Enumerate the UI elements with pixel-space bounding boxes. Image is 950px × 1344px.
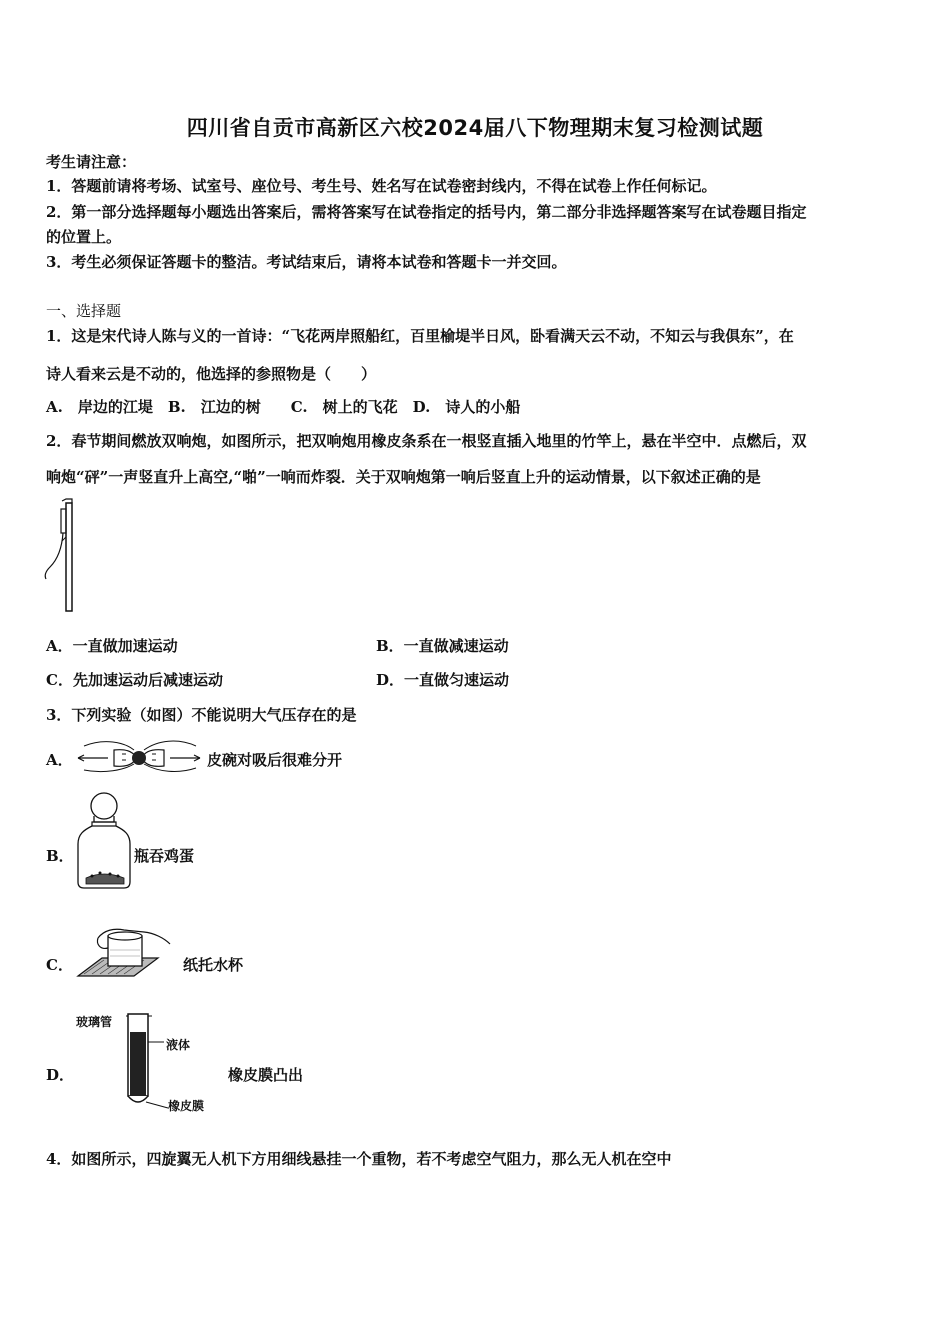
liquid-label: 液体	[166, 1038, 191, 1052]
q2-stem-line-2: 响炮“砰”一声竖直升上高空,“啪”一响而炸裂．关于双响炮第一响后竖直上升的运动情景，以下叙述正确的是	[46, 468, 761, 486]
q2-option-b: B．一直做减速运动	[376, 637, 509, 655]
q1-stem-line-2: 诗人看来云是不动的，他选择的参照物是（ ）	[46, 365, 377, 383]
q2-option-d: D．一直做匀速运动	[376, 671, 510, 689]
notice-item-1: 1．答题前请将考场、试室号、座位号、考生号、姓名写在试卷密封线内，不得在试卷上作任何标记。	[46, 177, 717, 195]
paper-cup-figure	[74, 924, 174, 990]
q3-option-b-label: B．	[46, 847, 74, 865]
notice-item-3: 3．考生必须保证答题卡的整洁。考试结束后，请将本试卷和答题卡一并交回。	[46, 253, 567, 271]
q3-option-d-label: D．	[46, 1066, 75, 1084]
notice-item-2-line-2: 的位置上。	[46, 228, 122, 246]
q2-option-a: A．一直做加速运动	[46, 637, 178, 655]
q2-option-c: C．先加速运动后减速运动	[46, 671, 223, 689]
notice-item-2-line-1: 2．第一部分选择题每小题选出答案后，需将答案写在试卷指定的括号内，第二部分非选择题答案写在试卷题目指定	[46, 203, 807, 221]
firecracker-pole-figure	[40, 497, 80, 615]
q3-stem: 3．下列实验（如图）不能说明大气压存在的是	[46, 706, 357, 724]
q2-stem-line-1: 2．春节期间燃放双响炮，如图所示，把双响炮用橡皮条系在一根竖直插入地里的竹竿上，悬在半空中．点燃后，双	[46, 432, 807, 450]
tube-label: 玻璃管	[76, 1015, 113, 1029]
notice-heading: 考生请注意：	[46, 153, 137, 171]
q4-stem: 4．如图所示，四旋翼无人机下方用细线悬挂一个重物，若不考虑空气阻力，那么无人机在空中	[46, 1150, 672, 1168]
suction-cups-figure	[74, 736, 204, 776]
q3-option-c-label: C．	[46, 956, 73, 974]
q3-option-a-label: A．	[46, 751, 73, 769]
q3-option-b-text: 瓶吞鸡蛋	[134, 847, 195, 865]
page-title: 四川省自贡市高新区六校2024届八下物理期末复习检测试题	[186, 116, 764, 140]
q1-stem-line-1: 1．这是宋代诗人陈与义的一首诗：“飞花两岸照船红，百里榆堤半日风，卧看满天云不动，不知云与我俱东”，在	[46, 327, 794, 345]
q3-option-a-text: 皮碗对吸后很难分开	[207, 751, 343, 769]
membrane-label: 橡皮膜	[168, 1099, 205, 1113]
q3-option-c-text: 纸托水杯	[183, 956, 244, 974]
q1-options: A. 岸边的江堤 B. 江边的树 C. 树上的飞花 D. 诗人的小船	[46, 398, 521, 416]
q3-option-d-text: 橡皮膜凸出	[228, 1066, 304, 1084]
section-heading: 一、选择题	[46, 302, 122, 320]
bottle-egg-figure	[74, 792, 134, 892]
